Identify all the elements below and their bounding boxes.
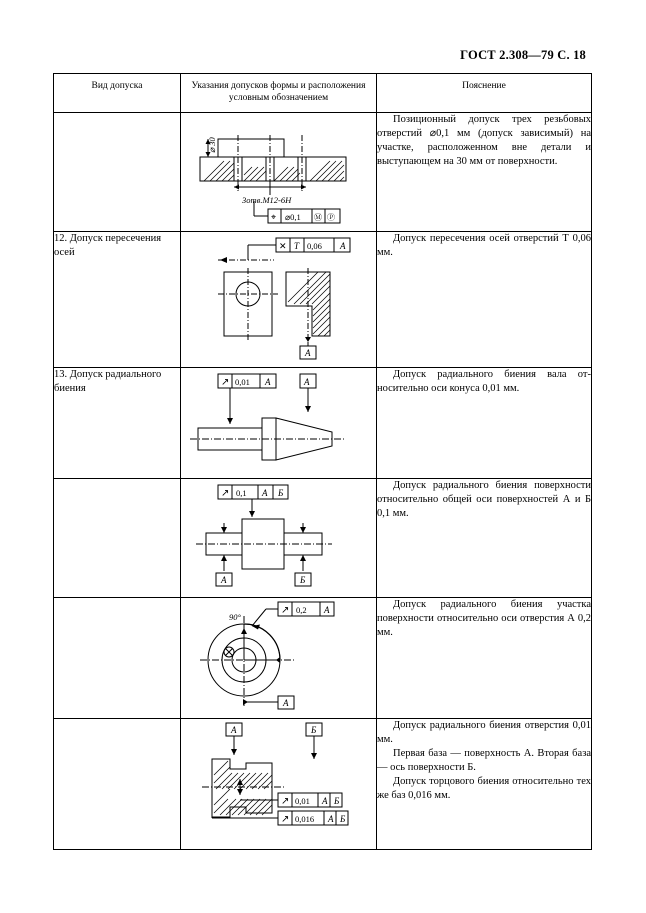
svg-text:↗: ↗ [220,376,229,388]
svg-text:А: А [321,795,327,806]
table-row [54,597,592,718]
svg-text:А: А [339,240,345,251]
radial-and-face-runout-two-datums-figure [182,719,376,849]
svg-text:0,01: 0,01 [234,376,250,387]
table-row [54,478,592,597]
svg-text:А: А [323,604,329,615]
positional-tolerance-threaded-holes-figure [182,113,376,231]
explanation-text: Позиционный допуск трех резьбовых отверстий ⌀0,1 мм (допуск зависимый) на участке, расположенном вне детали и выступающем на 30 мм от поверхности. [377,113,591,167]
figure-cell [181,718,377,849]
explanation-cell [377,718,592,849]
svg-text:⌀ 30: ⌀ 30 [206,137,217,153]
table-row [54,718,592,849]
explanation-text: Допуск радиального биения участка поверхности относительно оси отверстия А 0,2 мм. [377,598,591,638]
explanation-text: Допуск пересечения осей отверстий Т 0,06 мм. [377,232,591,258]
table-row [54,367,592,478]
svg-text:Б: Б [299,574,305,585]
radial-runout-shaft-cone-figure [182,368,376,478]
svg-text:А: А [327,813,333,824]
figure-cell [181,597,377,718]
svg-text:Б: Б [333,795,339,806]
column-header-type: Вид допуска [54,74,181,113]
svg-text:А: А [220,574,226,585]
svg-text:↗: ↗ [220,487,229,499]
svg-text:А: А [303,376,309,387]
svg-text:0,016: 0,016 [294,813,314,824]
explanation-text: Допуск торцового биения относительно тех же баз 0,016 мм. [377,776,591,802]
tolerance-type-cell [54,597,181,718]
explanation-cell [377,112,592,231]
explanation-cell [377,367,592,478]
svg-text:0,2: 0,2 [295,604,307,615]
svg-text:А: А [282,697,288,708]
svg-text:А: А [230,724,236,735]
column-header-explanation: Пояснение [377,74,592,113]
svg-text:Б: Б [310,724,316,735]
tolerance-type-cell: 12. Допуск пересечения осей [54,231,181,367]
explanation-text: Допуск радиального биения отверстия 0,01 мм. [377,719,591,745]
table-header-row [54,74,592,113]
figure-cell [181,231,377,367]
svg-text:↗: ↗ [280,604,289,616]
tolerance-type-cell [54,718,181,849]
svg-text:Ⓜ: Ⓜ [313,212,322,222]
svg-text:Б: Б [277,487,283,498]
figure-cell [181,367,377,478]
svg-text:✕: ✕ [278,240,287,251]
svg-text:Ⓟ: Ⓟ [326,212,335,222]
figure-cell [181,478,377,597]
tolerance-type-cell: 13. Допуск радиального биения [54,367,181,478]
svg-text:0,06: 0,06 [306,240,322,251]
figure-cell [181,112,377,231]
table-row [54,231,592,367]
svg-text:↗: ↗ [280,813,289,825]
svg-text:⌖: ⌖ [270,211,276,222]
tolerance-type-cell [54,112,181,231]
explanation-cell [377,478,592,597]
column-header-symbol: Указания допусков формы и расположения условным обозначением [181,74,377,113]
svg-text:Т: Т [293,240,299,251]
explanation-cell [377,231,592,367]
explanation-text: Допуск радиального биения вала относительно оси конуса 0,01 мм. [377,368,591,394]
radial-runout-common-axis-figure [182,479,376,597]
explanation-text: Первая база — поверхность А. Вторая база — ось поверхности Б. [377,747,591,773]
svg-text:↗: ↗ [280,795,289,807]
page-header: ГОСТ 2.308—79 С. 18 [460,48,586,62]
svg-text:А: А [261,487,267,498]
svg-text:0,1: 0,1 [235,487,247,498]
explanation-cell [377,597,592,718]
svg-text:⌀0,1: ⌀0,1 [284,211,301,222]
table-row [54,112,592,231]
svg-text:А: А [304,347,310,358]
svg-text:Б: Б [339,813,345,824]
svg-text:90°: 90° [228,611,241,622]
tolerance-type-cell [54,478,181,597]
svg-text:3отв.М12-6Н: 3отв.М12-6Н [241,194,291,205]
radial-runout-segment-90deg-figure [182,598,376,718]
svg-text:А: А [264,376,270,387]
explanation-text: Допуск радиального биения поверхности относительно общей оси поверхностей А и Б 0,1 мм. [377,479,591,519]
tolerance-table [53,73,592,850]
svg-text:0,01: 0,01 [294,795,310,806]
axes-intersection-tolerance-figure [182,232,376,367]
